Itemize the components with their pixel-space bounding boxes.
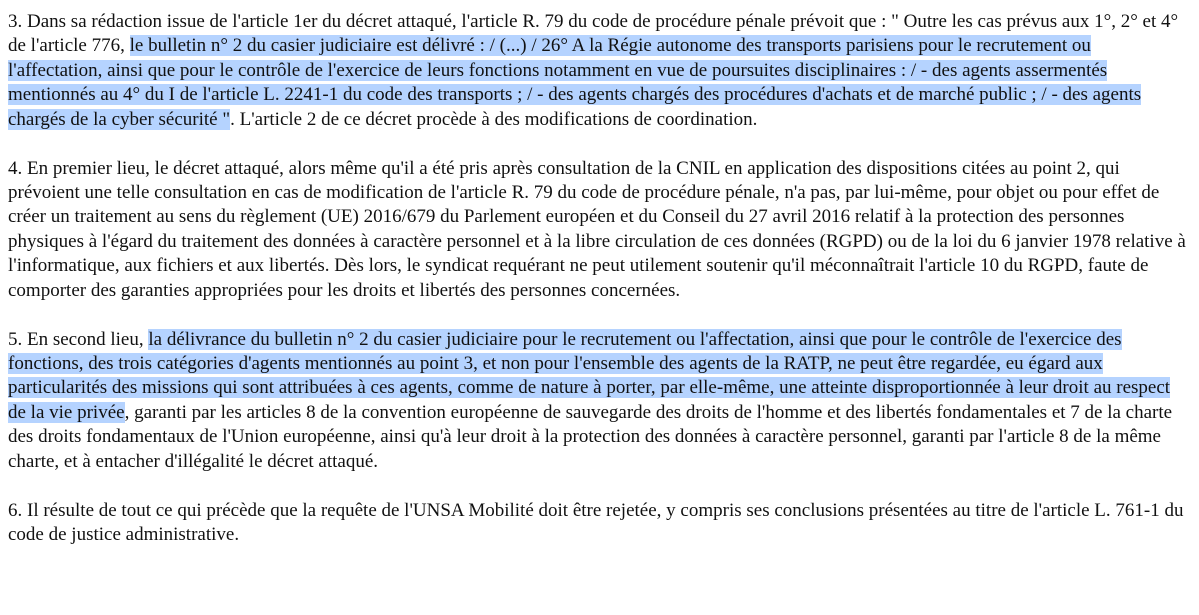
paragraph-text: . L'article 2 de ce décret procède à des modifications de coordination. xyxy=(230,108,758,130)
paragraph-text: 3. Dans sa rédaction issue de l'article 1er du décret attaqué, l'article R. 79 du code de procédure pénale prévoit que : " Outre les cas prévus aux 1°, 2° et 4° de l'article 776, xyxy=(8,11,1179,57)
paragraph-text: 6. Il résulte de tout ce qui précède que la requête de l'UNSA Mobilité doit être rejetée, y compris ses conclusions présentées au titre de l'article L. 761-1 du code de justice administrative. xyxy=(8,499,1184,546)
paragraph-4[interactable] xyxy=(8,157,1188,303)
selected-text[interactable]: la délivrance du bulletin n° 2 du casier judiciaire pour le recrutement ou l'affectation, ainsi que pour le contrôle de l'exercice des fonctions, des trois catégories d'agents mentionnés au point 3, et non pour l'ensemble des agents de la RATP, ne peut être regardée, eu égard aux particularités des missions qui sont attribuées à ces agents, comme de nature à porter, par elle-même, une atteinte disproportionnée à leur droit au respect de la vie privée xyxy=(8,328,1171,423)
paragraph-text: , garanti par les articles 8 de la convention européenne de sauvegarde des droits de l'homme et des libertés fondamentales et 7 de la charte des droits fondamentaux de l'Union européenne, ainsi qu'à leur droit à la protection des données à caractère personnel, garanti par l'article 8 de la même charte, et à entacher d'illégalité le décret attaqué. xyxy=(8,401,1173,472)
paragraph-3[interactable] xyxy=(8,10,1188,132)
paragraph-5[interactable] xyxy=(8,328,1188,474)
paragraph-text: 5. En second lieu, xyxy=(8,328,149,350)
document-body xyxy=(8,10,1188,572)
paragraph-text: 4. En premier lieu, le décret attaqué, alors même qu'il a été pris après consultation de la CNIL en application des dispositions citées au point 2, qui prévoient une telle consultation en cas de modification de l'article R. 79 du code de procédure pénale, n'a pas, par lui-même, pour objet ou pour effet de créer un traitement au sens du règlement (UE) 2016/679 du Parlement européen et du Conseil du 27 avril 2016 relatif à la protection des personnes physiques à l'égard du traitement des données à caractère personnel et à la libre circulation de ces données (RGPD) ou de la loi du 6 janvier 1978 relative à l'informatique, aux fichiers et aux libertés. Dès lors, le syndicat requérant ne peut utilement soutenir qu'il méconnaîtrait l'article 10 du RGPD, faute de comporter des garanties appropriées pour les droits et libertés des personnes concernées. xyxy=(8,157,1186,301)
paragraph-6[interactable] xyxy=(8,499,1188,548)
selected-text[interactable]: le bulletin n° 2 du casier judiciaire est délivré : / (...) / 26° A la Régie autonome des transports parisiens pour le recrutement ou l'affectation, ainsi que pour le contrôle de l'exercice de leurs fonctions notamment en vue de poursuites disciplinaires : / - des agents assermentés mentionnés au 4° du I de l'article L. 2241-1 du code des transports ; / - des agents chargés des procédures d'achats et de marché public ; / - des agents chargés de la cyber sécurité " xyxy=(8,35,1142,130)
